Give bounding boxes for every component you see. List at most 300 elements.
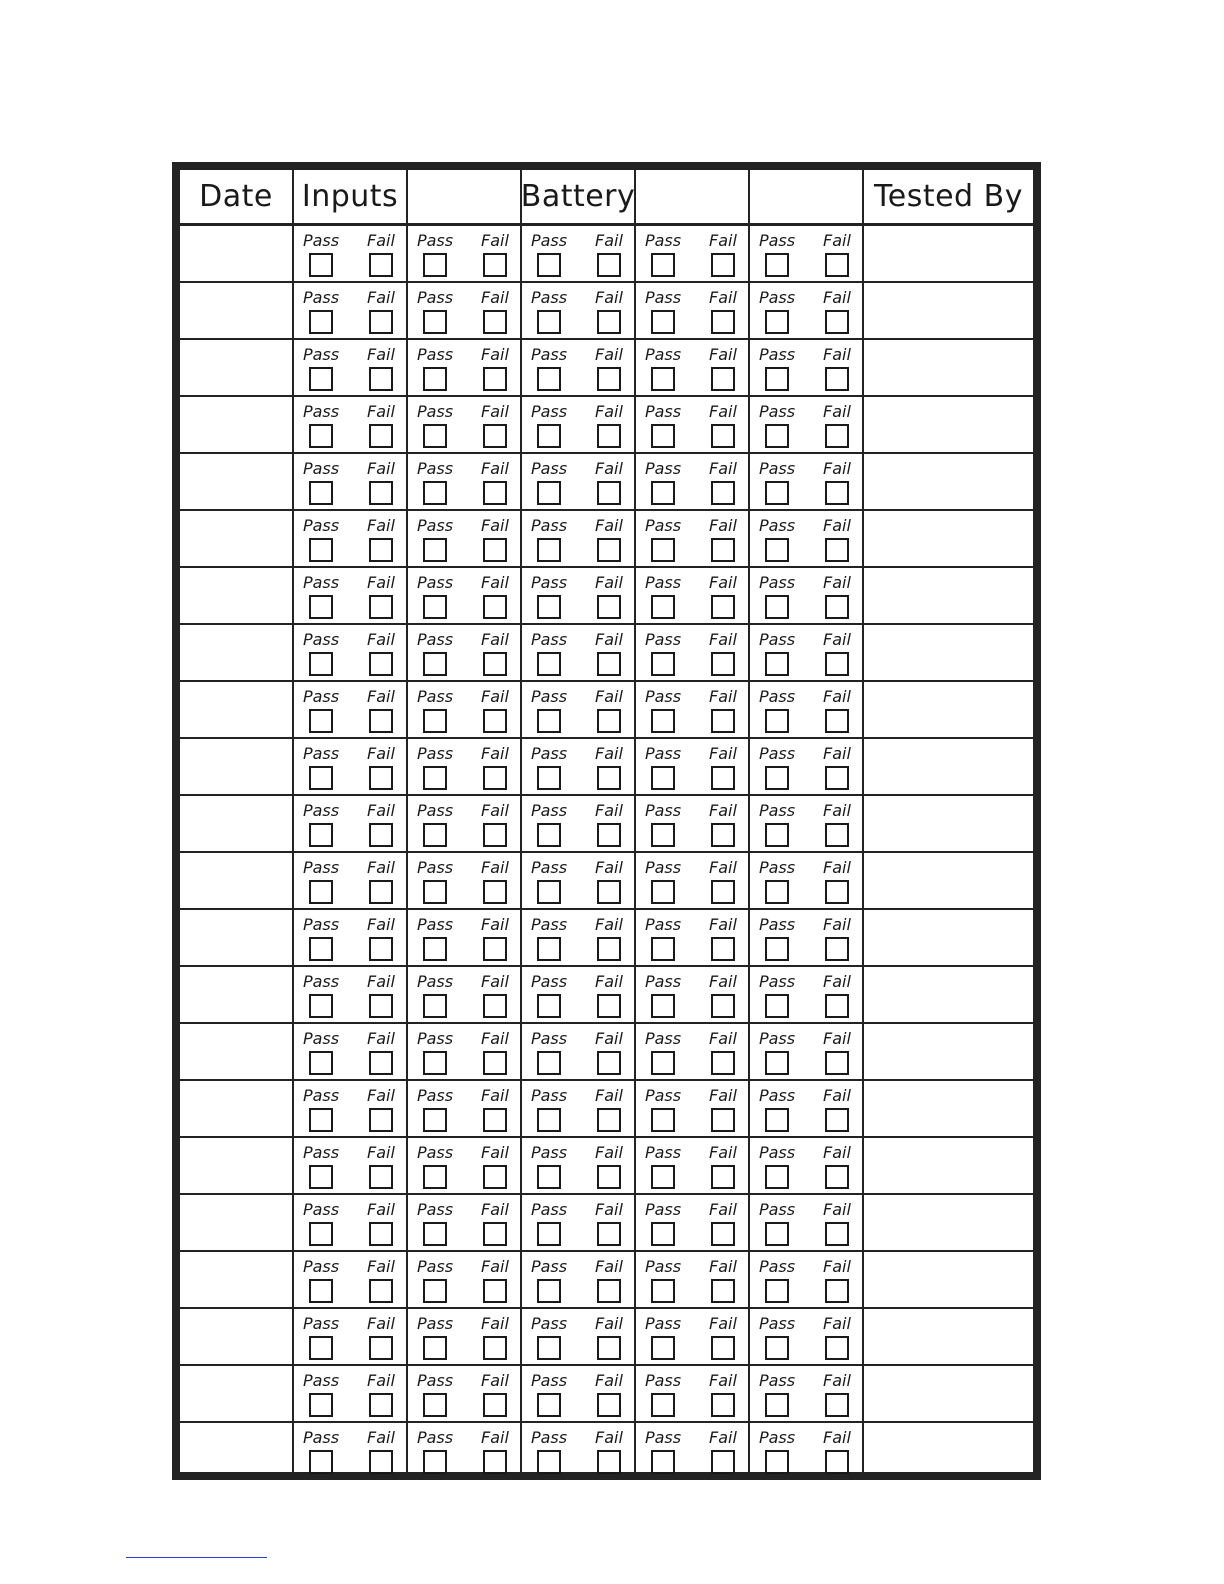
pass-checkbox[interactable] [651,310,675,334]
pass-checkbox[interactable] [423,709,447,733]
pass-checkbox[interactable] [309,880,333,904]
fail-checkbox[interactable] [369,481,393,505]
fail-label: Fail [367,858,395,877]
pass-checkbox[interactable] [765,310,789,334]
pass-checkbox[interactable] [651,367,675,391]
fail-checkbox[interactable] [711,367,735,391]
fail-checkbox[interactable] [711,1450,735,1474]
test-cell [750,1081,864,1138]
pass-checkbox[interactable] [651,937,675,961]
fail-checkbox[interactable] [597,880,621,904]
fail-label: Fail [481,573,509,592]
fail-checkbox[interactable] [369,538,393,562]
pass-checkbox[interactable] [765,424,789,448]
date-cell[interactable] [180,853,294,910]
fail-checkbox[interactable] [483,823,507,847]
pass-checkbox[interactable] [651,823,675,847]
pass-checkbox[interactable] [651,652,675,676]
fail-checkbox[interactable] [825,1108,849,1132]
fail-checkbox[interactable] [483,1450,507,1474]
pass-checkbox[interactable] [765,1336,789,1360]
pass-checkbox[interactable] [423,1165,447,1189]
fail-checkbox[interactable] [711,1051,735,1075]
fail-option [480,232,510,281]
date-cell[interactable] [180,967,294,1024]
tested-by-cell[interactable] [864,283,1033,340]
fail-checkbox[interactable] [711,1336,735,1360]
fail-option [594,517,624,566]
fail-checkbox[interactable] [825,994,849,1018]
pass-checkbox[interactable] [309,1051,333,1075]
pass-checkbox[interactable] [537,1336,561,1360]
tested-by-cell[interactable] [864,340,1033,397]
test-cell [636,1024,750,1081]
fail-checkbox[interactable] [711,1279,735,1303]
fail-checkbox[interactable] [711,424,735,448]
pass-checkbox[interactable] [423,652,447,676]
fail-checkbox[interactable] [597,994,621,1018]
fail-checkbox[interactable] [711,652,735,676]
pass-checkbox[interactable] [537,1051,561,1075]
date-cell[interactable] [180,454,294,511]
fail-checkbox[interactable] [825,424,849,448]
test-cell [750,853,864,910]
pass-checkbox[interactable] [765,1393,789,1417]
fail-checkbox[interactable] [825,1450,849,1474]
pass-checkbox[interactable] [537,538,561,562]
pass-checkbox[interactable] [537,367,561,391]
fail-checkbox[interactable] [597,481,621,505]
fail-checkbox[interactable] [597,937,621,961]
fail-checkbox[interactable] [369,1450,393,1474]
fail-checkbox[interactable] [825,481,849,505]
pass-checkbox[interactable] [537,880,561,904]
pass-checkbox[interactable] [309,1279,333,1303]
fail-checkbox[interactable] [369,880,393,904]
fail-checkbox[interactable] [483,1393,507,1417]
tested-by-cell[interactable] [864,910,1033,967]
pass-checkbox[interactable] [423,310,447,334]
pass-checkbox[interactable] [765,253,789,277]
pass-checkbox[interactable] [423,424,447,448]
fail-checkbox[interactable] [597,1051,621,1075]
pass-checkbox[interactable] [537,1279,561,1303]
tested-by-cell[interactable] [864,1081,1033,1138]
fail-checkbox[interactable] [483,652,507,676]
pass-checkbox[interactable] [651,481,675,505]
tested-by-cell[interactable] [864,625,1033,682]
date-cell[interactable] [180,910,294,967]
date-cell[interactable] [180,1423,294,1480]
fail-checkbox[interactable] [711,310,735,334]
pass-checkbox[interactable] [651,994,675,1018]
test-cell [636,1423,750,1480]
fail-checkbox[interactable] [597,1450,621,1474]
fail-checkbox[interactable] [369,1222,393,1246]
fail-checkbox[interactable] [711,880,735,904]
fail-checkbox[interactable] [369,1165,393,1189]
fail-checkbox[interactable] [597,538,621,562]
pass-label: Pass [416,288,454,307]
tested-by-cell[interactable] [864,226,1033,283]
tested-by-cell[interactable] [864,853,1033,910]
pass-checkbox[interactable] [651,424,675,448]
pass-checkbox[interactable] [651,766,675,790]
fail-checkbox[interactable] [825,1222,849,1246]
date-cell[interactable] [180,1195,294,1252]
fail-checkbox[interactable] [711,823,735,847]
pass-checkbox[interactable] [537,595,561,619]
fail-label: Fail [595,1314,623,1333]
test-cell [750,226,864,283]
fail-checkbox[interactable] [825,1279,849,1303]
pass-checkbox[interactable] [537,709,561,733]
fail-option [480,1315,510,1364]
pass-checkbox[interactable] [423,766,447,790]
pass-checkbox[interactable] [765,709,789,733]
pass-checkbox[interactable] [423,1450,447,1474]
fail-checkbox[interactable] [369,424,393,448]
pass-checkbox[interactable] [309,1108,333,1132]
pass-checkbox[interactable] [765,937,789,961]
pass-checkbox[interactable] [309,1336,333,1360]
pass-checkbox[interactable] [765,1165,789,1189]
fail-checkbox[interactable] [825,367,849,391]
pass-checkbox[interactable] [765,766,789,790]
pass-checkbox[interactable] [651,1450,675,1474]
pass-option [644,915,682,965]
tested-by-cell[interactable] [864,739,1033,796]
fail-checkbox[interactable] [825,253,849,277]
fail-checkbox[interactable] [369,709,393,733]
pass-checkbox[interactable] [423,1336,447,1360]
pass-checkbox[interactable] [423,1393,447,1417]
fail-checkbox[interactable] [711,766,735,790]
pass-checkbox[interactable] [309,652,333,676]
fail-checkbox[interactable] [825,823,849,847]
fail-checkbox[interactable] [825,538,849,562]
pass-checkbox[interactable] [423,1222,447,1246]
fail-label: Fail [595,288,623,307]
pass-checkbox[interactable] [309,481,333,505]
date-cell[interactable] [180,1024,294,1081]
tested-by-cell[interactable] [864,1252,1033,1309]
fail-checkbox[interactable] [369,937,393,961]
fail-checkbox[interactable] [597,1279,621,1303]
pass-checkbox[interactable] [765,481,789,505]
pass-checkbox[interactable] [537,823,561,847]
fail-option [480,688,510,737]
pass-label: Pass [530,687,568,706]
date-cell[interactable] [180,340,294,397]
pass-checkbox[interactable] [423,538,447,562]
fail-checkbox[interactable] [597,823,621,847]
fail-checkbox[interactable] [369,766,393,790]
fail-checkbox[interactable] [483,595,507,619]
footer-link-underline[interactable] [126,1557,267,1558]
pass-option [302,1143,340,1193]
date-cell[interactable] [180,1309,294,1366]
fail-checkbox[interactable] [483,994,507,1018]
pass-checkbox[interactable] [537,310,561,334]
header-battery: Battery [522,170,636,226]
fail-checkbox[interactable] [483,1222,507,1246]
fail-checkbox[interactable] [483,253,507,277]
date-cell[interactable] [180,625,294,682]
fail-checkbox[interactable] [597,1336,621,1360]
pass-checkbox[interactable] [309,424,333,448]
pass-checkbox[interactable] [537,1108,561,1132]
fail-option [822,1258,852,1307]
pass-checkbox[interactable] [309,253,333,277]
fail-checkbox[interactable] [483,766,507,790]
date-cell[interactable] [180,397,294,454]
pass-checkbox[interactable] [765,1222,789,1246]
fail-checkbox[interactable] [597,766,621,790]
tested-by-cell[interactable] [864,1366,1033,1423]
pass-checkbox[interactable] [537,424,561,448]
fail-checkbox[interactable] [711,253,735,277]
fail-checkbox[interactable] [483,310,507,334]
pass-checkbox[interactable] [309,709,333,733]
pass-checkbox[interactable] [309,823,333,847]
fail-checkbox[interactable] [711,481,735,505]
pass-checkbox[interactable] [651,1165,675,1189]
pass-checkbox[interactable] [651,1336,675,1360]
fail-checkbox[interactable] [597,1108,621,1132]
pass-checkbox[interactable] [423,937,447,961]
pass-checkbox[interactable] [537,481,561,505]
pass-checkbox[interactable] [537,937,561,961]
tested-by-cell[interactable] [864,967,1033,1024]
fail-checkbox[interactable] [369,823,393,847]
fail-checkbox[interactable] [825,1336,849,1360]
pass-checkbox[interactable] [423,1108,447,1132]
pass-checkbox[interactable] [423,253,447,277]
fail-checkbox[interactable] [369,367,393,391]
fail-checkbox[interactable] [711,1393,735,1417]
fail-checkbox[interactable] [597,253,621,277]
fail-option [822,289,852,338]
pass-checkbox[interactable] [309,310,333,334]
fail-checkbox[interactable] [825,595,849,619]
fail-checkbox[interactable] [825,1393,849,1417]
pass-checkbox[interactable] [423,880,447,904]
pass-label: Pass [644,231,682,250]
pass-checkbox[interactable] [651,1108,675,1132]
pass-checkbox[interactable] [537,766,561,790]
pass-checkbox[interactable] [309,595,333,619]
pass-checkbox[interactable] [765,652,789,676]
pass-checkbox[interactable] [537,1222,561,1246]
pass-checkbox[interactable] [651,595,675,619]
tested-by-cell[interactable] [864,1309,1033,1366]
date-cell[interactable] [180,1252,294,1309]
fail-checkbox[interactable] [369,253,393,277]
date-cell[interactable] [180,511,294,568]
pass-checkbox[interactable] [309,1165,333,1189]
fail-checkbox[interactable] [711,937,735,961]
fail-checkbox[interactable] [597,709,621,733]
pass-checkbox[interactable] [651,880,675,904]
tested-by-cell[interactable] [864,1138,1033,1195]
date-cell[interactable] [180,1366,294,1423]
fail-checkbox[interactable] [483,367,507,391]
pass-checkbox[interactable] [537,652,561,676]
pass-checkbox[interactable] [537,994,561,1018]
fail-checkbox[interactable] [369,1279,393,1303]
fail-label: Fail [709,231,737,250]
tested-by-cell[interactable] [864,682,1033,739]
test-cell [408,796,522,853]
fail-label: Fail [823,1029,851,1048]
date-cell[interactable] [180,1081,294,1138]
pass-option [302,1029,340,1079]
fail-label: Fail [823,516,851,535]
fail-checkbox[interactable] [369,595,393,619]
fail-checkbox[interactable] [597,310,621,334]
fail-option [822,859,852,908]
tested-by-cell[interactable] [864,397,1033,454]
fail-checkbox[interactable] [825,1165,849,1189]
fail-checkbox[interactable] [597,1393,621,1417]
fail-checkbox[interactable] [597,424,621,448]
pass-checkbox[interactable] [651,253,675,277]
pass-checkbox[interactable] [651,1222,675,1246]
pass-checkbox[interactable] [651,538,675,562]
fail-checkbox[interactable] [369,1108,393,1132]
tested-by-cell[interactable] [864,568,1033,625]
pass-checkbox[interactable] [537,1450,561,1474]
pass-checkbox[interactable] [423,367,447,391]
pass-checkbox[interactable] [765,595,789,619]
fail-checkbox[interactable] [711,538,735,562]
fail-checkbox[interactable] [711,595,735,619]
pass-checkbox[interactable] [309,994,333,1018]
date-cell[interactable] [180,682,294,739]
fail-option [366,460,396,509]
fail-checkbox[interactable] [483,481,507,505]
fail-checkbox[interactable] [483,538,507,562]
fail-checkbox[interactable] [711,1165,735,1189]
pass-checkbox[interactable] [423,1051,447,1075]
pass-checkbox[interactable] [423,481,447,505]
tested-by-cell[interactable] [864,511,1033,568]
fail-checkbox[interactable] [483,424,507,448]
fail-checkbox[interactable] [369,652,393,676]
fail-checkbox[interactable] [825,652,849,676]
pass-checkbox[interactable] [651,1279,675,1303]
pass-checkbox[interactable] [651,1393,675,1417]
tested-by-cell[interactable] [864,1024,1033,1081]
fail-checkbox[interactable] [597,1222,621,1246]
fail-checkbox[interactable] [369,994,393,1018]
pass-checkbox[interactable] [537,1393,561,1417]
fail-checkbox[interactable] [711,1222,735,1246]
date-cell[interactable] [180,739,294,796]
pass-checkbox[interactable] [651,709,675,733]
fail-checkbox[interactable] [597,595,621,619]
test-cell [294,340,408,397]
fail-checkbox[interactable] [711,709,735,733]
fail-checkbox[interactable] [825,310,849,334]
pass-checkbox[interactable] [309,367,333,391]
fail-checkbox[interactable] [483,880,507,904]
fail-checkbox[interactable] [711,994,735,1018]
pass-checkbox[interactable] [309,1393,333,1417]
pass-checkbox[interactable] [423,1279,447,1303]
pass-checkbox[interactable] [765,994,789,1018]
tested-by-cell[interactable] [864,1195,1033,1252]
fail-checkbox[interactable] [369,310,393,334]
pass-label: Pass [530,231,568,250]
fail-checkbox[interactable] [483,1051,507,1075]
pass-checkbox[interactable] [309,538,333,562]
pass-checkbox[interactable] [423,994,447,1018]
pass-checkbox[interactable] [765,1108,789,1132]
fail-checkbox[interactable] [825,937,849,961]
date-cell[interactable] [180,226,294,283]
pass-checkbox[interactable] [765,1279,789,1303]
fail-checkbox[interactable] [483,1336,507,1360]
fail-checkbox[interactable] [597,1165,621,1189]
fail-checkbox[interactable] [597,652,621,676]
pass-checkbox[interactable] [765,880,789,904]
pass-checkbox[interactable] [765,538,789,562]
fail-checkbox[interactable] [825,709,849,733]
date-cell[interactable] [180,796,294,853]
pass-checkbox[interactable] [309,1222,333,1246]
pass-checkbox[interactable] [309,1450,333,1474]
fail-checkbox[interactable] [483,1165,507,1189]
fail-checkbox[interactable] [483,1108,507,1132]
pass-checkbox[interactable] [651,1051,675,1075]
test-cell [750,796,864,853]
tested-by-cell[interactable] [864,796,1033,853]
pass-checkbox[interactable] [765,1450,789,1474]
fail-checkbox[interactable] [825,766,849,790]
fail-checkbox[interactable] [369,1336,393,1360]
pass-checkbox[interactable] [423,595,447,619]
pass-checkbox[interactable] [537,1165,561,1189]
date-cell[interactable] [180,283,294,340]
pass-checkbox[interactable] [423,823,447,847]
fail-checkbox[interactable] [369,1051,393,1075]
pass-checkbox[interactable] [309,937,333,961]
fail-checkbox[interactable] [483,1279,507,1303]
fail-checkbox[interactable] [825,1051,849,1075]
tested-by-cell[interactable] [864,454,1033,511]
pass-checkbox[interactable] [765,1051,789,1075]
fail-label: Fail [481,1371,509,1390]
fail-checkbox[interactable] [711,1108,735,1132]
tested-by-cell[interactable] [864,1423,1033,1480]
pass-checkbox[interactable] [309,766,333,790]
pass-checkbox[interactable] [765,367,789,391]
fail-label: Fail [481,1257,509,1276]
pass-checkbox[interactable] [537,253,561,277]
pass-label: Pass [302,288,340,307]
fail-checkbox[interactable] [597,367,621,391]
pass-checkbox[interactable] [765,823,789,847]
fail-option [366,1144,396,1193]
fail-checkbox[interactable] [369,1393,393,1417]
date-cell[interactable] [180,568,294,625]
date-cell[interactable] [180,1138,294,1195]
fail-checkbox[interactable] [483,937,507,961]
fail-checkbox[interactable] [825,880,849,904]
fail-checkbox[interactable] [483,709,507,733]
